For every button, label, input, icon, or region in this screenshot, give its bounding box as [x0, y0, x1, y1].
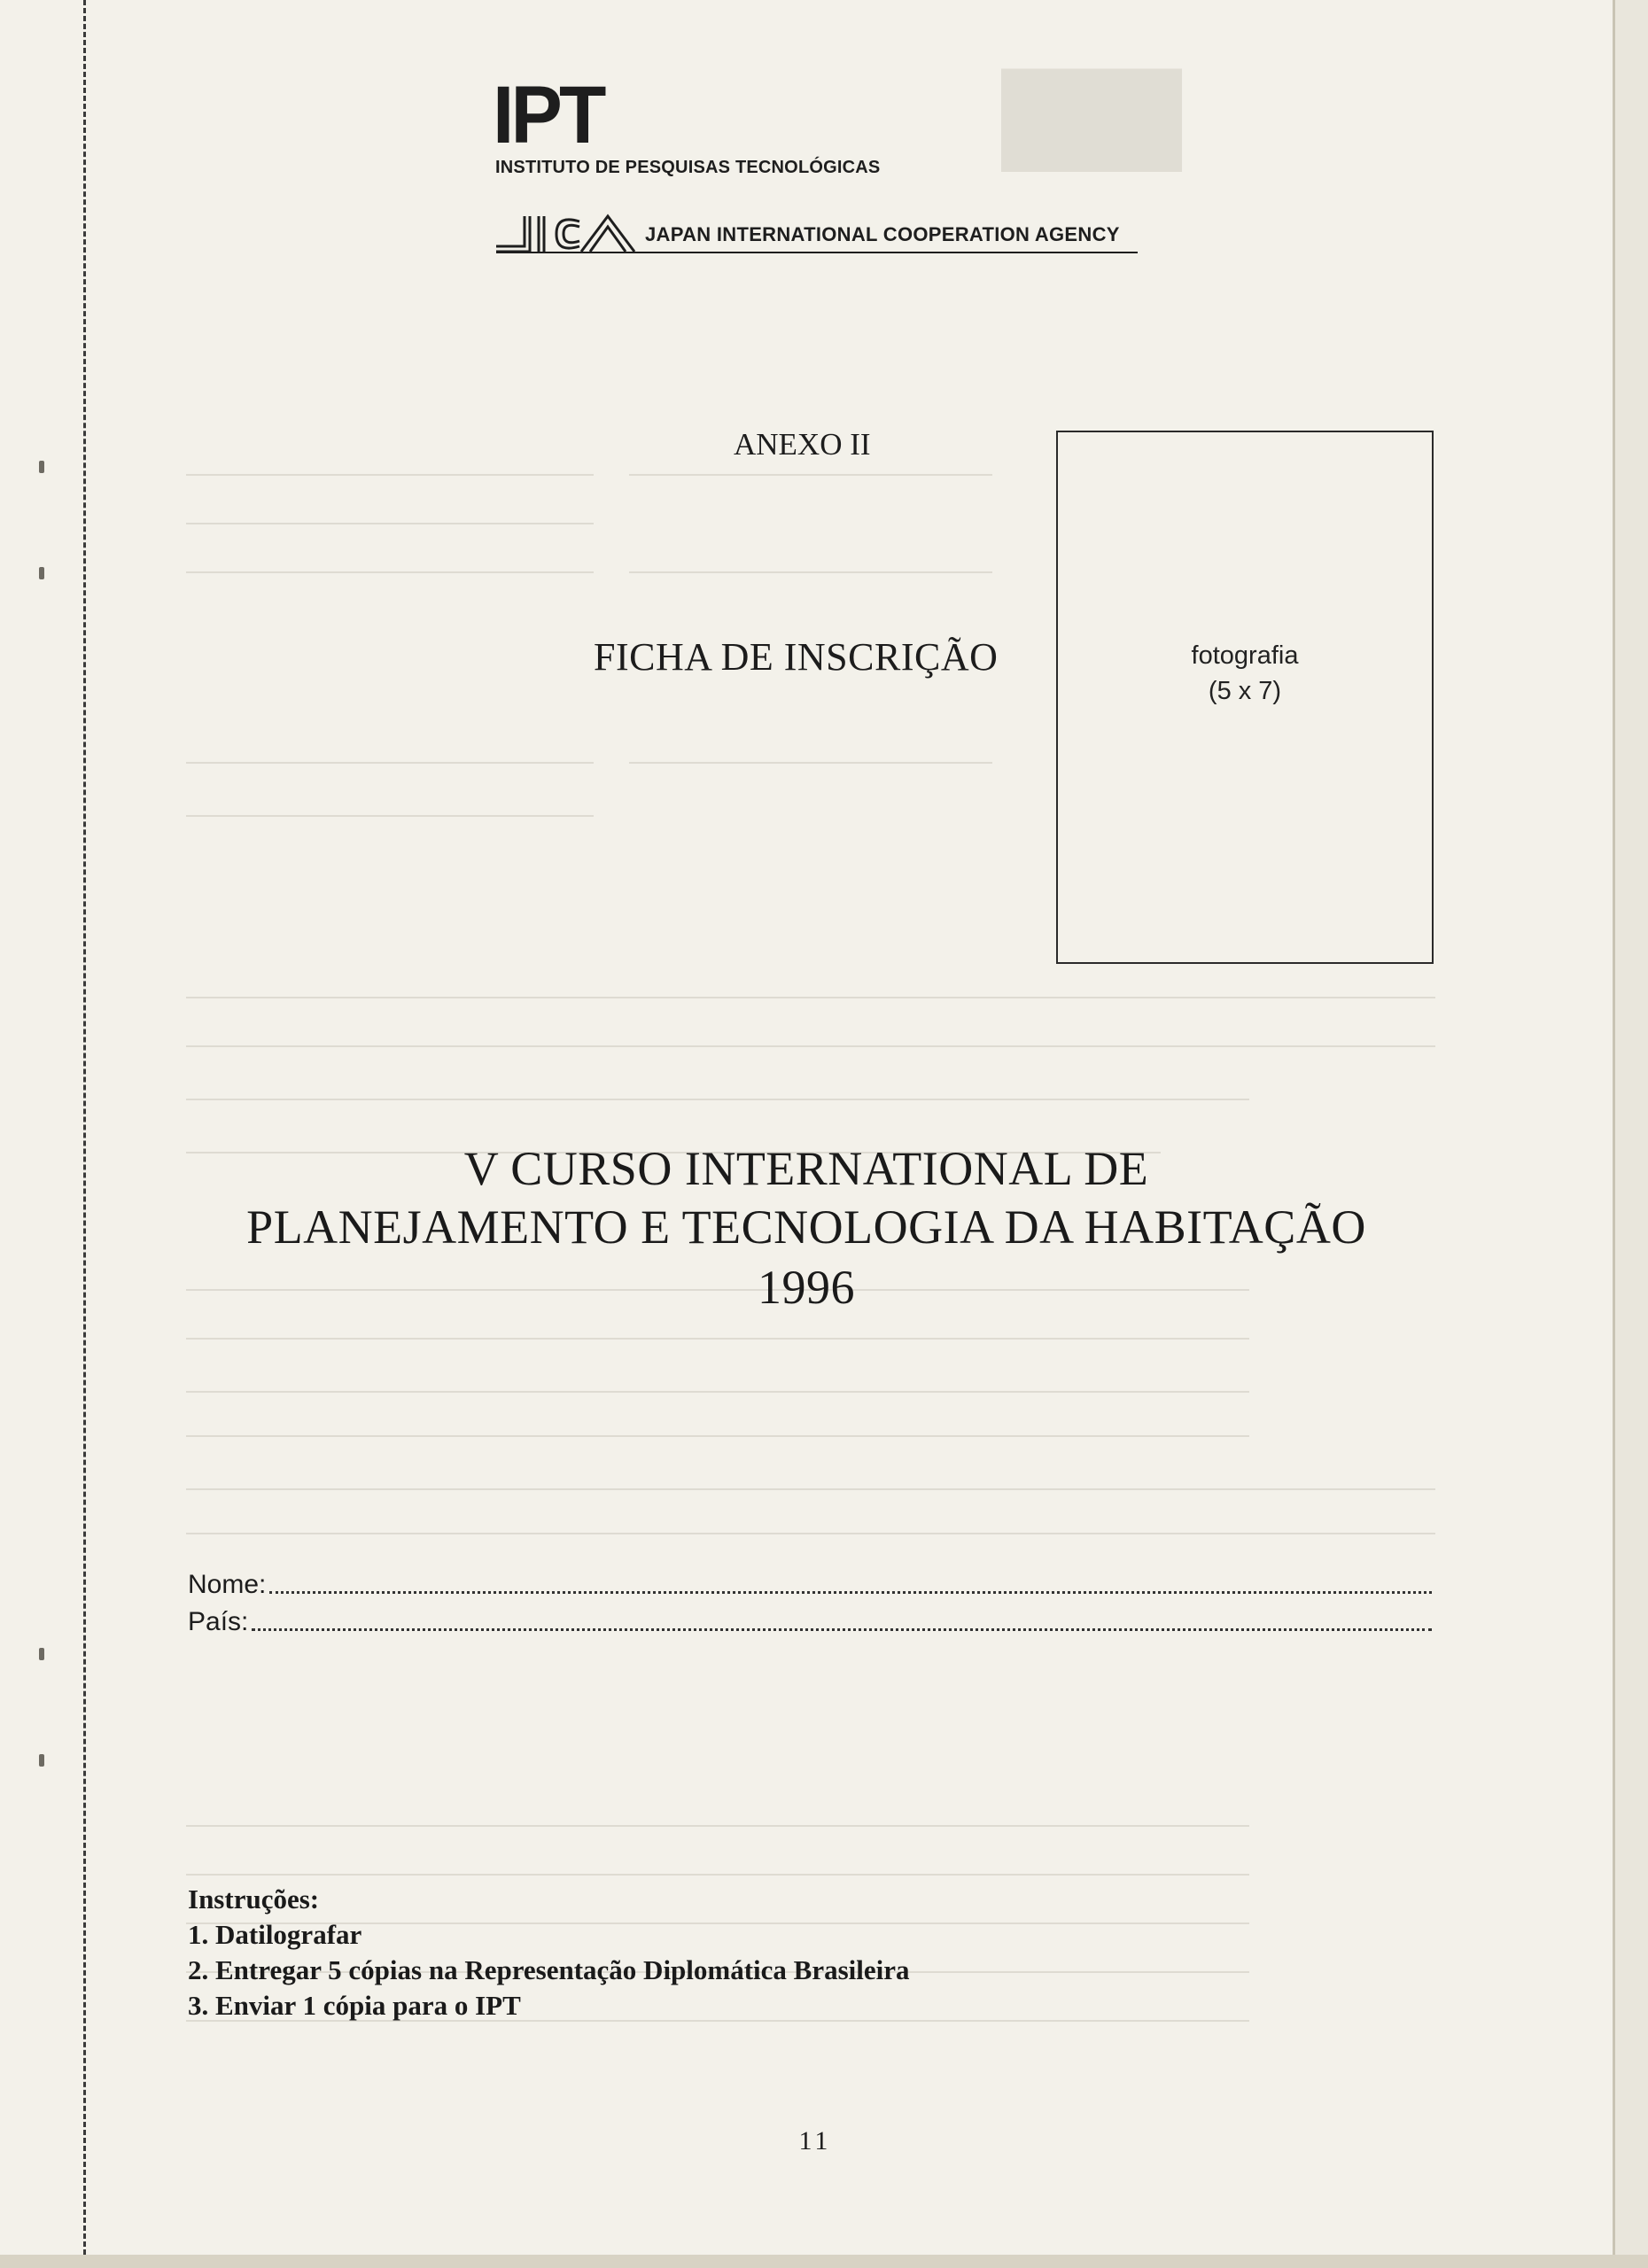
instructions-heading: Instruções: [188, 1884, 320, 1915]
form-title: FICHA DE INSCRIÇÃO [594, 635, 999, 679]
course-year: 1996 [758, 1261, 855, 1314]
page-number: 11 [798, 2126, 832, 2155]
annex-label: ANEXO II [734, 427, 871, 462]
instruction-item: 3. Enviar 1 cópia para o IPT [188, 1990, 521, 2021]
name-field[interactable] [188, 1565, 1432, 1600]
instruction-item: 1. Datilografar [188, 1919, 362, 1950]
photo-box [1056, 431, 1434, 964]
page-edge-shadow [0, 2255, 1648, 2268]
photo-size-label: (5 x 7) [1208, 677, 1282, 705]
instruction-item: 2. Entregar 5 cópias na Representação Diplomática Brasileira [188, 1954, 910, 1985]
course-title-line-2: PLANEJAMENTO E TECNOLOGIA DA HABITAÇÃO [246, 1200, 1366, 1254]
jica-agency-name: JAPAN INTERNATIONAL COOPERATION AGENCY [645, 223, 1120, 245]
staple-mark [39, 567, 44, 579]
staple-mark [39, 1754, 44, 1767]
ipt-logo: IPT [493, 70, 603, 160]
perforation-line [83, 0, 86, 2255]
name-field-label: Nome: [188, 1570, 267, 1599]
name-field-line[interactable] [269, 1590, 1432, 1594]
jica-underline [496, 252, 1138, 253]
photo-label: fotografia [1191, 641, 1299, 670]
country-field-label: País: [188, 1607, 249, 1636]
staple-mark [39, 1648, 44, 1660]
course-title-line-1: V CURSO INTERNATIONAL DE [463, 1142, 1149, 1195]
country-field-line[interactable] [252, 1627, 1432, 1631]
country-field[interactable] [188, 1602, 1432, 1637]
staple-mark [39, 461, 44, 473]
ipt-institute-name: INSTITUTO DE PESQUISAS TECNOLÓGICAS [495, 158, 881, 177]
